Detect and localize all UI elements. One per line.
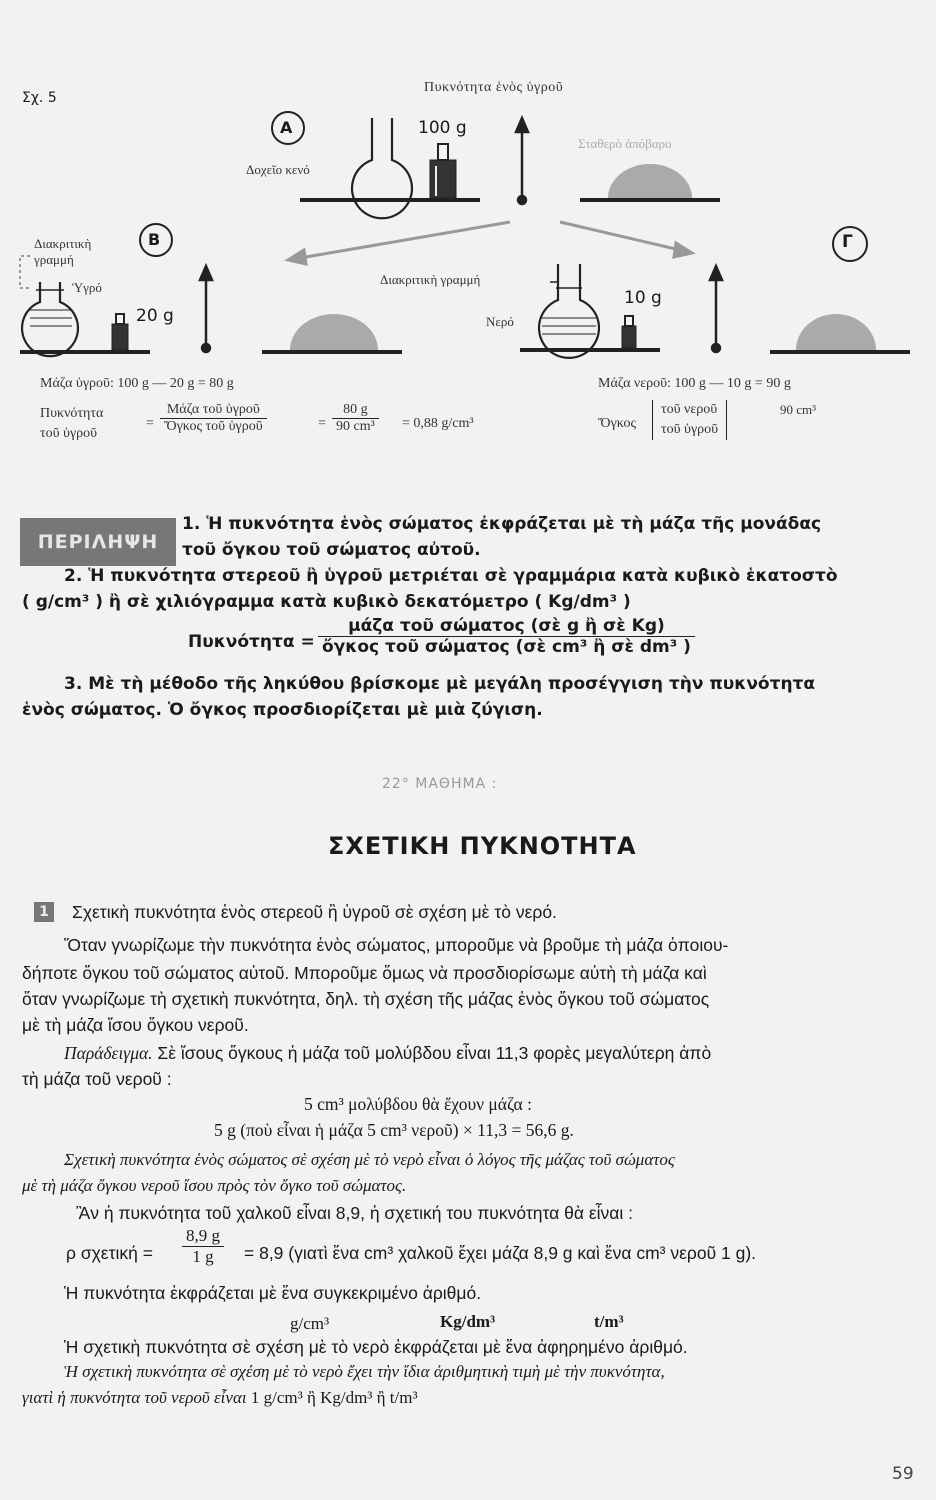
- calc-density-label: [40, 404, 103, 444]
- calc-water-mass: Μάζα νεροῦ: 100 g — 10 g = 90 g: [598, 376, 791, 391]
- caption-empty-vessel: Δοχεῖο κενό: [246, 162, 310, 177]
- example-label: Παράδειγμα.: [64, 1043, 153, 1063]
- unit-2: Kg/dm³: [440, 1312, 496, 1331]
- copper-line: Ἂν ἡ πυκνότητα τοῦ χαλκοῦ εἶναι 8,9, ἡ σχετική του πυκνότητα θὰ εἶναι :: [76, 1203, 633, 1223]
- rho-denominator: 1 g: [192, 1247, 214, 1266]
- density-label-2: τοῦ ὑγροῦ: [40, 426, 98, 441]
- summary-p2-line1: 2. Ἡ πυκνότητα στερεοῦ ἢ ὑγροῦ μετριέται σὲ γραμμάρια κατὰ κυβικὸ ἑκατοστὸ: [64, 566, 838, 586]
- summary-formula-label: Πυκνότητα =: [188, 632, 315, 652]
- summary-p1-line1: 1. Ἡ πυκνότητα ἑνὸς σώματος ἐκφράζεται μὲ τὴ μάζα τῆς μονάδας: [182, 514, 822, 534]
- caption-marker-line-b: Διακριτικὴ γραμμή: [34, 236, 92, 267]
- weight-10g: [622, 316, 636, 348]
- calc-volume-value: 90 cm³: [780, 402, 817, 417]
- example-rest: Σὲ ἴσους ὄγκους ἡ μάζα τοῦ μολύβδου εἶναι 11,3 φορὲς μεγαλύτερη ἀπὸ: [152, 1043, 712, 1063]
- final-line2-italic: γιατὶ ἡ πυκνότητα τοῦ νεροῦ εἶναι: [22, 1388, 247, 1407]
- final-line1: Ἡ σχετικὴ πυκνότητα σὲ σχέση μὲ τὸ νερὸ ἔχει τὴν ἴδια ἀριθμητικὴ τιμὴ μὲ τὴν πυκνότητα,: [64, 1362, 665, 1381]
- calc-liquid-mass: Μάζα ὑγροῦ: 100 g — 20 g = 80 g: [40, 376, 234, 391]
- calc-eq-2: =: [318, 416, 326, 431]
- diagonal-arrows: [288, 222, 692, 264]
- bracket-line-2: τοῦ ὑγροῦ: [661, 422, 719, 437]
- page-number: 59: [892, 1464, 914, 1484]
- summary-p3-line1: 3. Μὲ τὴ μέθοδο τῆς ληκύθου βρίσκομε μὲ μεγάλη προσέγγιση τὴν πυκνότητα: [64, 674, 816, 694]
- arrow-a: [516, 118, 528, 204]
- summary-p2-line2: ( g/cm³ ) ἢ σὲ χιλιόγραμμα κατὰ κυβικὸ δεκατόμετρο ( Kg/dm³ ): [22, 592, 631, 612]
- calc-fraction-2: [332, 402, 379, 435]
- calc-eq-1: =: [146, 416, 154, 431]
- figure-title: Πυκνότητα ἑνὸς ὑγροῦ: [424, 80, 564, 95]
- marker-b: B: [148, 230, 161, 249]
- definition-line1: Σχετικὴ πυκνότητα ἑνὸς σώματος σὲ σχέση μὲ τὸ νερὸ εἶναι ὁ λόγος τῆς μάζας τοῦ σώματος: [64, 1150, 675, 1169]
- fraction-1-numerator: Μάζα τοῦ ὑγροῦ: [160, 402, 267, 419]
- calc-result: = 0,88 g/cm³: [402, 416, 474, 431]
- rho-label: ρ σχετική =: [66, 1243, 153, 1263]
- caption-liquid: Ὑγρό: [72, 280, 102, 295]
- fraction-1-denominator: Ὄγκος τοῦ ὑγροῦ: [164, 419, 263, 434]
- fraction-2-denominator: 90 cm³: [336, 419, 375, 434]
- center-line1: 5 cm³ μολύβδου θὰ ἔχουν μάζα :: [304, 1094, 532, 1114]
- tare-g: [770, 314, 910, 352]
- caption-fixed-tare: Σταθερὸ ἀπόβαρο: [578, 136, 672, 151]
- rho-numerator: 8,9 g: [182, 1226, 224, 1247]
- summary-formula: [318, 616, 695, 657]
- weight-label-100g: 100 g: [418, 118, 467, 138]
- para1-line2: δήποτε ὄγκου τοῦ σώματος αὐτοῦ. Μποροῦμε ὅμως νὰ προσδιορίσωμε αὐτὴ τὴ μάζα καὶ: [22, 963, 707, 983]
- flask-g: [539, 264, 599, 358]
- weight-label-10g: 10 g: [624, 288, 662, 308]
- unit-3: t/m³: [594, 1312, 624, 1331]
- calc-volume-bracket: [652, 400, 727, 440]
- calc-fraction-1: [160, 402, 267, 435]
- tare-b: [262, 314, 402, 352]
- final-line2: [22, 1388, 418, 1408]
- para1-line1: Ὅταν γνωρίζωμε τὴν πυκνότητα ἑνὸς σώματος, μποροῦμε νὰ βροῦμε τὴ μάζα ὁποιου-: [64, 935, 729, 955]
- caption-water: Νερό: [486, 314, 514, 329]
- flask-b: [22, 282, 78, 356]
- weight-100g: [430, 144, 456, 198]
- para1-line4: μὲ τὴ μάζα ἴσου ὄγκου νεροῦ.: [22, 1015, 249, 1035]
- example-line1: [64, 1040, 711, 1066]
- calc-volume-label: Ὄγκος: [598, 416, 637, 431]
- lesson-number: 22° ΜΑΘΗΜΑ :: [382, 776, 498, 792]
- fraction-2-numerator: 80 g: [332, 402, 379, 419]
- marker-a: A: [280, 118, 293, 137]
- caption-marker-line-g: Διακριτικὴ γραμμή: [380, 272, 481, 287]
- section-heading: Σχετικὴ πυκνότητα ἑνὸς στερεοῦ ἢ ὑγροῦ σὲ σχέση μὲ τὸ νερό.: [72, 902, 557, 922]
- expressed-line: Ἡ πυκνότητα ἐκφράζεται μὲ ἕνα συγκεκριμένο ἀριθμό.: [64, 1283, 482, 1303]
- definition-line2: μὲ τὴ μάζα ὄγκου νεροῦ ἴσου πρὸς τὸν ὄγκο τοῦ σώματος.: [22, 1176, 407, 1195]
- arrow-g: [710, 266, 722, 352]
- summary-badge: ΠΕΡΙΛΗΨΗ: [20, 518, 176, 566]
- lesson-title: ΣΧΕΤΙΚΗ ΠΥΚΝΟΤΗΤΑ: [328, 832, 637, 860]
- rho-fraction: [182, 1226, 224, 1267]
- unit-1: g/cm³: [290, 1314, 330, 1333]
- summary-p3-line2: ἑνὸς σώματος. Ὁ ὄγκος προσδιορίζεται μὲ μιὰ ζύγιση.: [22, 700, 543, 720]
- relative-line: Ἡ σχετικὴ πυκνότητα σὲ σχέση μὲ τὸ νερὸ ἐκφράζεται μὲ ἕνα ἀφηρημένο ἀριθμό.: [64, 1337, 688, 1357]
- final-line2-rest: 1 g/cm³ ἢ Kg/dm³ ἢ t/m³: [246, 1388, 418, 1407]
- density-label-1: Πυκνότητα: [40, 406, 104, 421]
- rho-rest: = 8,9 (γιατὶ ἕνα cm³ χαλκοῦ ἔχει μάζα 8,9 g καὶ ἕνα cm³ νεροῦ 1 g).: [244, 1243, 757, 1263]
- section-badge: 1: [34, 902, 54, 922]
- formula-denominator: ὄγκος τοῦ σώματος (σὲ cm³ ἢ σὲ dm³ ): [322, 637, 691, 657]
- bracket-line-1: τοῦ νεροῦ: [661, 402, 718, 417]
- center-line2: 5 g (ποὺ εἶναι ἡ μάζα 5 cm³ νεροῦ) × 11,3 = 56,6 g.: [214, 1120, 574, 1140]
- dotted-bracket: [20, 256, 30, 288]
- arrow-b: [200, 266, 212, 352]
- weight-label-20g: 20 g: [136, 306, 174, 326]
- example-line2: τὴ μάζα τοῦ νεροῦ :: [22, 1069, 172, 1089]
- figure-label: Σχ. 5: [22, 90, 57, 106]
- tare-a: [580, 164, 720, 200]
- marker-g: Γ: [842, 232, 853, 252]
- summary-p1-line2: τοῦ ὄγκου τοῦ σώματος αὐτοῦ.: [182, 540, 481, 560]
- formula-numerator: μάζα τοῦ σώματος (σὲ g ἢ σὲ Kg): [318, 616, 695, 637]
- weight-20g: [112, 314, 128, 350]
- para1-line3: ὅταν γνωρίζωμε τὴ σχετικὴ πυκνότητα, δηλ. τὴ σχέση τῆς μάζας ἑνὸς ὄγκου τοῦ σώματος: [22, 989, 710, 1009]
